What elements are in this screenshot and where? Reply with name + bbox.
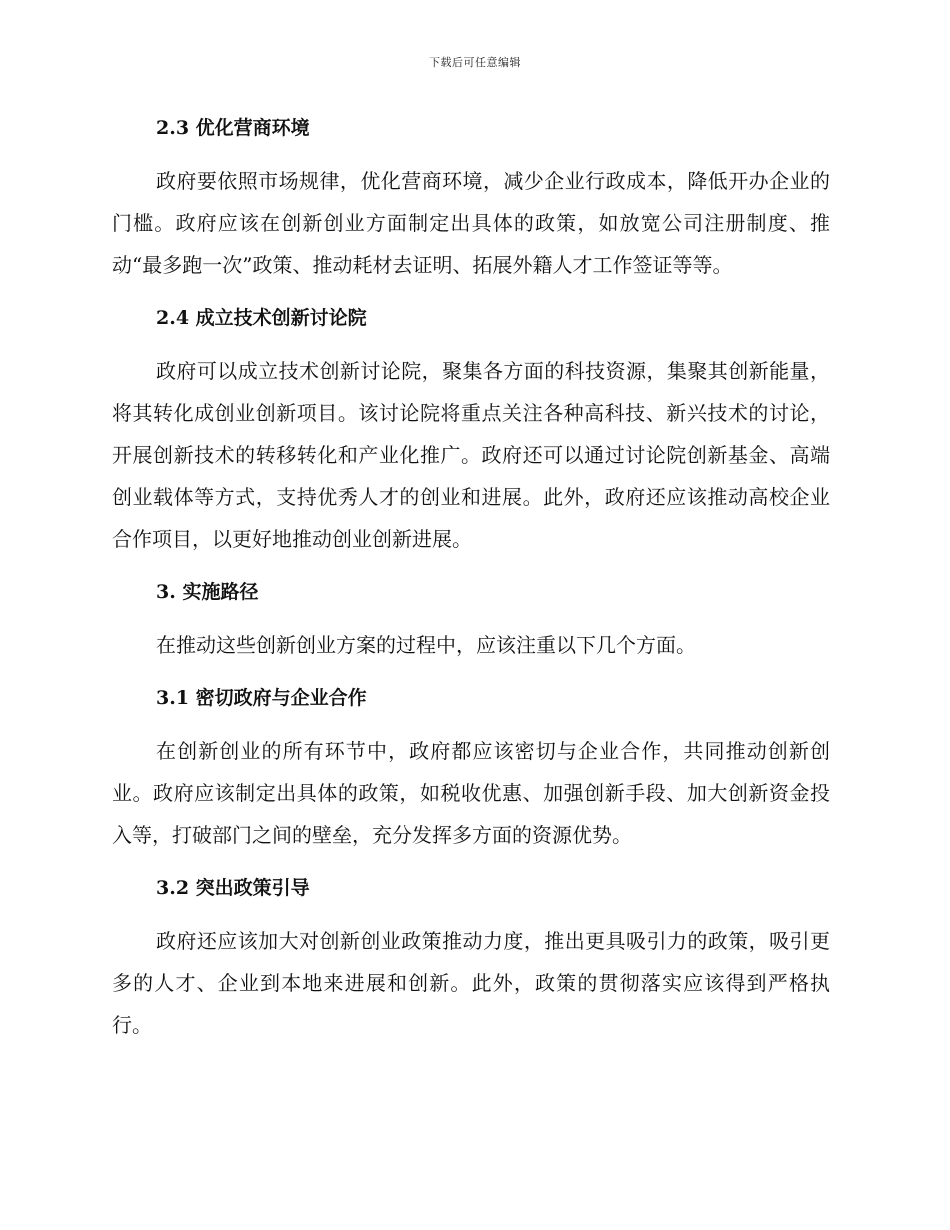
section-paragraph-3-2: 政府还应该加大对创新创业政策推动力度，推出更具吸引力的政策，吸引更多的人才、企业到本地来进展和创新。此外，政策的贯彻落实应该得到严格执行。 (112, 929, 830, 1037)
document-body (112, 108, 830, 1046)
page-header-note: 下载后可任意编辑 (429, 56, 521, 69)
section-paragraph-3: 在推动这些创新创业方案的过程中，应该注重以下几个方面。 (156, 633, 696, 657)
section-paragraph-3-1: 在创新创业的所有环节中，政府都应该密切与企业合作，共同推动创新创业。政府应该制定出具体的政策，如税收优惠、加强创新手段、加大创新资金投入等，打破部门之间的壁垒，充分发挥多方面的资源优势。 (112, 739, 830, 847)
section-heading-3-2: 3.2 突出政策引导 (156, 877, 310, 899)
section-heading-3-1: 3.1 密切政府与企业合作 (156, 687, 367, 709)
section-heading-2-3: 2.3 优化营商环境 (156, 117, 310, 139)
section-heading-2-4: 2.4 成立技术创新讨论院 (156, 307, 367, 329)
section-heading-3: 3. 实施路径 (156, 581, 259, 603)
section-paragraph-2-3: 政府要依照市场规律，优化营商环境，减少企业行政成本，降低开办企业的门槛。政府应该在创新创业方面制定出具体的政策，如放宽公司注册制度、推动“最多跑一次”政策、推动耗材去证明、拓展外籍人才工作签证等等。 (112, 169, 830, 277)
section-paragraph-2-4: 政府可以成立技术创新讨论院，聚集各方面的科技资源，集聚其创新能量，将其转化成创业创新项目。该讨论院将重点关注各种高科技、新兴技术的讨论，开展创新技术的转移转化和产业化推广。政府还可以通过讨论院创新基金、高端创业载体等方式，支持优秀人才的创业和进展。此外，政府还应该推动高校企业合作项目，以更好地推动创业创新进展。 (112, 359, 830, 551)
